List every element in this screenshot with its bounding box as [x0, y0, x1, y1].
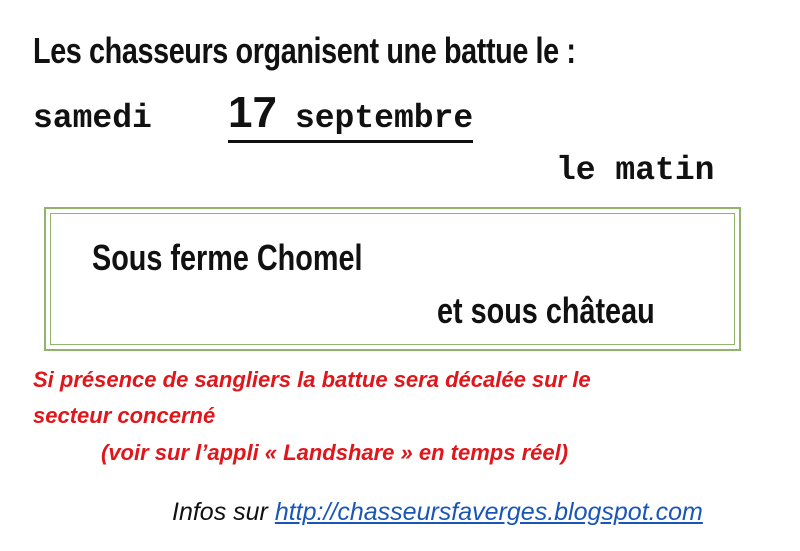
- notice-line-3: (voir sur l’appli « Landshare » en temps réel): [101, 440, 569, 465]
- info-line: [172, 498, 703, 527]
- time-of-day: le matin: [556, 152, 715, 189]
- day-name: samedi: [33, 100, 152, 137]
- blog-link[interactable]: http://chasseursfaverges.blogspot.com: [274, 498, 703, 526]
- notice-line-1: Si présence de sangliers la battue sera décalée sur le: [33, 367, 591, 392]
- date-underlined: [228, 88, 473, 143]
- info-prefix: Infos sur: [172, 498, 275, 526]
- notice-line-2: secteur concerné: [33, 403, 216, 428]
- month: septembre: [294, 100, 474, 137]
- location-line-2: et sous château: [437, 290, 655, 331]
- headline: Les chasseurs organisent une battue le :: [33, 30, 576, 71]
- location-line-1: Sous ferme Chomel: [92, 237, 363, 278]
- day-number: 17: [228, 88, 277, 137]
